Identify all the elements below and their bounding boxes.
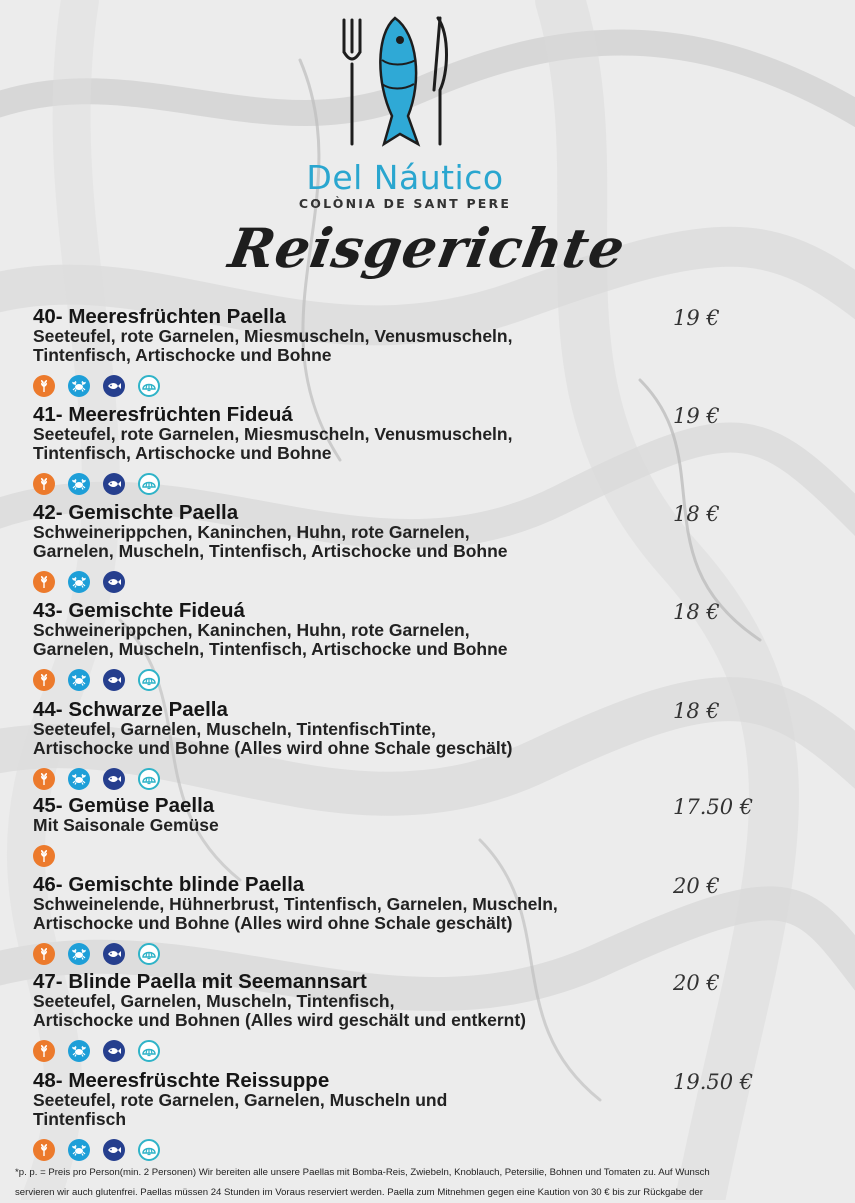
item-description: Seeteufel, Garnelen, Muscheln, TintenfischTinte,: [33, 719, 436, 739]
menu-item: [33, 970, 720, 1030]
item-description: Seeteufel, rote Garnelen, Miesmuscheln, Venusmuscheln,: [33, 424, 513, 444]
item-description: Seeteufel, rote Garnelen, Miesmuscheln, Venusmuscheln,: [33, 326, 513, 346]
item-title: 40- Meeresfrüchten Paella: [33, 305, 286, 328]
wheat-icon: [33, 1040, 55, 1062]
item-description: Tintenfisch, Artischocke und Bohne: [33, 345, 332, 365]
crab-icon: [68, 768, 90, 790]
item-description: Tintenfisch, Artischocke und Bohne: [33, 443, 332, 463]
wheat-icon: [33, 571, 55, 593]
item-title: 43- Gemischte Fideuá: [33, 599, 245, 622]
item-title: 48- Meeresfrüschte Reissuppe: [33, 1069, 330, 1092]
fish-icon: [103, 473, 125, 495]
item-price: 19.50 €: [673, 1070, 754, 1094]
item-description: Artischocke und Bohne (Alles wird ohne Schale geschält): [33, 738, 513, 758]
item-price: 17.50 €: [673, 795, 754, 819]
wheat-icon: [33, 943, 55, 965]
item-price: 19 €: [673, 404, 720, 428]
brand-subtitle: COLÒNIA DE SANT PERE: [298, 196, 512, 211]
shell-icon: [138, 669, 160, 691]
crab-icon: [68, 1139, 90, 1161]
item-title: 41- Meeresfrüchten Fideuá: [33, 403, 293, 426]
menu-item: [33, 873, 720, 933]
menu-item: [33, 1069, 754, 1129]
item-description: Tintenfisch: [33, 1109, 127, 1129]
allergen-icons: [33, 943, 160, 965]
section-title: Reisgerichte: [224, 216, 631, 280]
allergen-icons: [33, 845, 55, 867]
item-description: Schweinerippchen, Kaninchen, Huhn, rote Garnelen,: [33, 522, 470, 542]
item-price: 20 €: [673, 874, 720, 898]
crab-icon: [68, 669, 90, 691]
allergen-icons: [33, 669, 160, 691]
fish-icon: [103, 768, 125, 790]
item-title: 42- Gemischte Paella: [33, 501, 239, 524]
shell-icon: [138, 1139, 160, 1161]
crab-icon: [68, 375, 90, 397]
item-title: 46- Gemischte blinde Paella: [33, 873, 305, 896]
wheat-icon: [33, 473, 55, 495]
crab-icon: [68, 571, 90, 593]
item-description: Schweinerippchen, Kaninchen, Huhn, rote Garnelen,: [33, 620, 470, 640]
fish-icon: [103, 669, 125, 691]
allergen-icons: [33, 473, 160, 495]
item-description: Seeteufel, Garnelen, Muscheln, Tintenfisch,: [33, 991, 395, 1011]
item-price: 18 €: [673, 699, 720, 723]
menu-item: [33, 599, 720, 659]
allergen-icons: [33, 571, 125, 593]
fish-icon: [103, 375, 125, 397]
wheat-icon: [33, 375, 55, 397]
item-description: Mit Saisonale Gemüse: [33, 815, 219, 835]
item-price: 18 €: [673, 502, 720, 526]
shell-icon: [138, 473, 160, 495]
menu-item: [33, 501, 720, 561]
item-description: Seeteufel, rote Garnelen, Garnelen, Muscheln und: [33, 1090, 448, 1110]
allergen-icons: [33, 375, 160, 397]
fish-icon: [103, 1139, 125, 1161]
allergen-icons: [33, 768, 160, 790]
fork-fish-knife-logo-icon: [330, 12, 460, 152]
menu-item: [33, 403, 720, 463]
shell-icon: [138, 375, 160, 397]
crab-icon: [68, 1040, 90, 1062]
item-title: 44- Schwarze Paella: [33, 698, 228, 721]
shell-icon: [138, 768, 160, 790]
wheat-icon: [33, 669, 55, 691]
fish-icon: [103, 1040, 125, 1062]
item-price: 19 €: [673, 306, 720, 330]
item-price: 18 €: [673, 600, 720, 624]
footnote-line: servieren wir auch glutenfrei. Paellas müssen 24 Stunden im Voraus reserviert werden. Paella zum Mitnehmen gegen eine Kaution von 30 € bis zur Rückgabe der: [15, 1187, 703, 1198]
wheat-icon: [33, 1139, 55, 1161]
allergen-icons: [33, 1139, 160, 1161]
item-description: Artischocke und Bohne (Alles wird ohne Schale geschält): [33, 913, 513, 933]
brand-name: Del Náutico: [306, 158, 504, 197]
fish-icon: [103, 943, 125, 965]
menu-item: [33, 698, 720, 758]
wheat-icon: [33, 768, 55, 790]
item-title: 45- Gemüse Paella: [33, 794, 215, 817]
fish-icon: [103, 571, 125, 593]
item-description: Garnelen, Muscheln, Tintenfisch, Artischocke und Bohne: [33, 639, 508, 659]
item-description: Artischocke und Bohnen (Alles wird geschält und entkernt): [33, 1010, 526, 1030]
crab-icon: [68, 943, 90, 965]
item-description: Garnelen, Muscheln, Tintenfisch, Artischocke und Bohne: [33, 541, 508, 561]
item-price: 20 €: [673, 971, 720, 995]
menu-item: [33, 305, 720, 365]
crab-icon: [68, 473, 90, 495]
footnote-line: *p. p. = Preis pro Person(min. 2 Personen) Wir bereiten alle unsere Paellas mit Bomba-Reis, Zwiebeln, Knoblauch, Petersilie, Bohnen und Tomaten zu. Auf Wunsch: [15, 1167, 710, 1178]
shell-icon: [138, 1040, 160, 1062]
wheat-icon: [33, 845, 55, 867]
item-title: 47- Blinde Paella mit Seemannsart: [33, 970, 367, 993]
shell-icon: [138, 943, 160, 965]
menu-item: [33, 794, 754, 835]
allergen-icons: [33, 1040, 160, 1062]
item-description: Schweinelende, Hühnerbrust, Tintenfisch, Garnelen, Muscheln,: [33, 894, 558, 914]
footnote: [15, 1163, 845, 1203]
